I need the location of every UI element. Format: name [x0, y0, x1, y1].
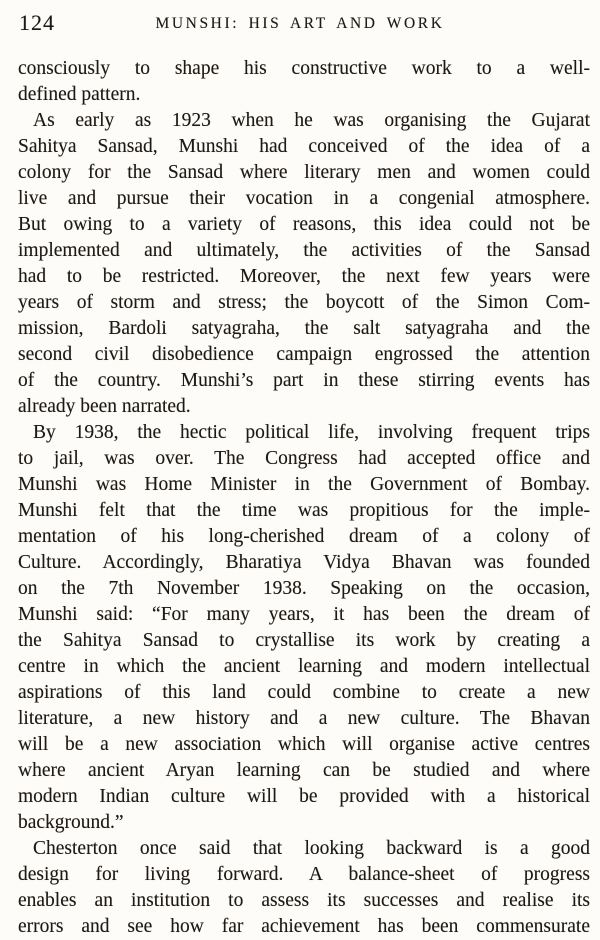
text-line: Munshi said: “For many years, it has been the dream of: [18, 604, 590, 625]
paragraph: [18, 108, 590, 420]
text-line: mission, Bardoli satyagraha, the salt satyagraha and the: [18, 318, 590, 339]
text-line: mentation of his long-cherished dream of a colony of: [18, 526, 590, 547]
text-line: second civil disobedience campaign engrossed the attention: [18, 344, 590, 365]
text-line: background.”: [18, 812, 124, 833]
text-line: years of storm and stress; the boycott of the Simon Com-: [18, 292, 590, 313]
paragraph: [18, 836, 590, 940]
text-line: of the country. Munshi’s part in these stirring events has: [18, 370, 590, 391]
running-title: MUNSHI: HIS ART AND WORK: [155, 15, 445, 32]
text-line: live and pursue their vocation in a congenial atmosphere.: [18, 188, 590, 209]
text-line: literature, a new history and a new culture. The Bhavan: [18, 708, 590, 729]
text-line: Munshi felt that the time was propitious for the imple-: [18, 500, 590, 521]
text-line: implemented and ultimately, the activities of the Sansad: [18, 240, 590, 261]
paragraph: [18, 56, 590, 108]
text-line: design for living forward. A balance-sheet of progress: [18, 864, 590, 885]
page-header: [0, 0, 600, 56]
text-line: Chesterton once said that looking backward is a good: [33, 838, 590, 859]
text-line: errors and see how far achievement has been commensurate: [18, 916, 590, 937]
text-line: colony for the Sansad where literary men and women could: [18, 162, 590, 183]
text-line: As early as 1923 when he was organising the Gujarat: [33, 110, 590, 131]
text-line: already been narrated.: [18, 396, 191, 417]
text-line: where ancient Aryan learning can be studied and where: [18, 760, 590, 781]
text-line: consciously to shape his constructive work to a well-: [18, 58, 590, 79]
text-line: But owing to a variety of reasons, this idea could not be: [18, 214, 590, 235]
paragraph: [18, 420, 590, 836]
text-line: Culture. Accordingly, Bharatiya Vidya Bhavan was founded: [18, 552, 590, 573]
text-line: enables an institution to assess its successes and realise its: [18, 890, 590, 911]
text-line: By 1938, the hectic political life, involving frequent trips: [33, 422, 590, 443]
text-line: defined pattern.: [18, 84, 141, 105]
page-body: [0, 56, 600, 940]
text-line: aspirations of this land could combine to create a new: [18, 682, 590, 703]
text-line: modern Indian culture will be provided with a historical: [18, 786, 590, 807]
text-line: centre in which the ancient learning and modern intellectual: [18, 656, 590, 677]
text-line: on the 7th November 1938. Speaking on the occasion,: [18, 578, 590, 599]
text-line: to jail, was over. The Congress had accepted office and: [18, 448, 590, 469]
page-number: 124: [19, 10, 55, 35]
text-line: will be a new association which will organise active centres: [18, 734, 590, 755]
text-line: the Sahitya Sansad to crystallise its work by creating a: [18, 630, 590, 651]
text-line: Sahitya Sansad, Munshi had conceived of the idea of a: [18, 136, 590, 157]
text-line: Munshi was Home Minister in the Government of Bombay.: [18, 474, 590, 495]
text-line: had to be restricted. Moreover, the next few years were: [18, 266, 590, 287]
